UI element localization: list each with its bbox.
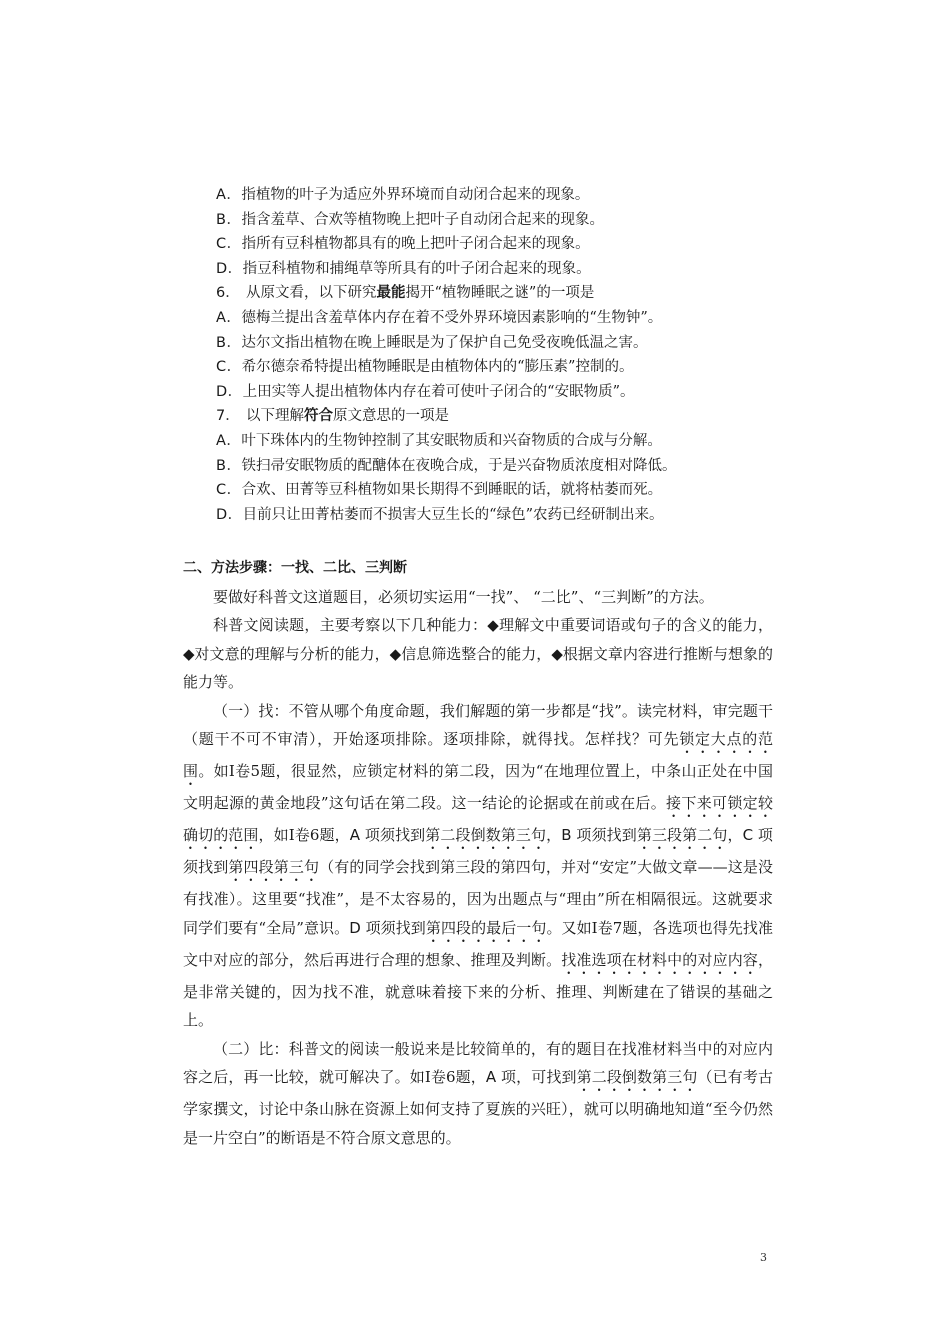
- text-run: 。又如Ⅰ卷7题，各选项也得先找准文中对应的部分，然后再进行合理的想象、推理及判断。: [183, 918, 773, 969]
- option-text: 指含羞草、合欢等植物晚上把叶子自动闭合起来的现象。: [241, 211, 604, 228]
- option-text: 叶下珠体内的生物钟控制了其安眠物质和兴奋物质的合成与分解。: [241, 432, 662, 449]
- q5-option-c: [216, 232, 776, 257]
- stem-emphasis: 符合: [304, 408, 333, 425]
- stem-text: 从原文看，以下研究: [246, 285, 377, 302]
- option-letter: B．: [216, 334, 242, 351]
- option-letter: C．: [216, 482, 242, 499]
- text-run: 。如Ⅰ卷5题，很显然，应锁定材料的第二段，因为“在地理位置上，中条山正处在中国文明起源的黄金地段”这句话在第二段。这一结论的论据或在前或在后。: [183, 762, 773, 812]
- emphasis-dotted: 第四段的最后一句: [425, 918, 547, 937]
- text-run: ，是非常关键的，因为找不准，就意味着接下来的分析、推理、判断建在了错误的基础之上。: [183, 950, 773, 1029]
- option-letter: C．: [216, 359, 242, 376]
- option-text: 目前只让田菁枯萎而不损害大豆生长的“绿色”农药已经研制出来。: [242, 506, 664, 523]
- text-run: （有的同学会找到第三段的第四句，并对“安定”大做文章——这是没有找准）。这里要“找准”，是不太容易的，因为出题点与“理由”所在相隔很远。这就要求同学们要有“全局”意识。: [183, 858, 773, 937]
- q5-option-b: [216, 208, 776, 233]
- text-run: （已有考古学家撰文，讨论中条山脉在资源上如何支持了夏族的兴旺），就可以明确地知道“至今仍然是一片空白”的断语是不符合原文意思的。: [183, 1068, 773, 1147]
- q6-option-b: [216, 331, 776, 356]
- paragraph-find: [183, 697, 773, 1035]
- stem-text: 揭开“植物睡眠之谜”的一项是: [405, 285, 595, 302]
- text-run: ，: [727, 826, 743, 844]
- q6-option-d: [216, 380, 776, 405]
- q7-option-d: [216, 503, 776, 528]
- emphasis-dotted: 第三段第二句: [636, 826, 728, 844]
- option-letter: A: [485, 1068, 497, 1086]
- stem-text: 以下理解: [246, 408, 304, 425]
- page-number: 3: [760, 1251, 767, 1264]
- option-letter: B．: [216, 457, 242, 474]
- option-letter: A．: [216, 187, 242, 203]
- stem-emphasis: 最能: [376, 285, 406, 302]
- question-number: 7．: [216, 408, 240, 425]
- text-run: 项，可找到: [496, 1068, 577, 1086]
- q6-option-c: [216, 355, 776, 380]
- option-letter: D．: [216, 506, 243, 523]
- paragraph-intro: 要做好科普文这道题目，必须切实运用“一找”、 “二比”、“三判断”的方法。: [213, 587, 714, 606]
- option-letter: C: [742, 826, 754, 844]
- paragraph-compare: [183, 1035, 773, 1153]
- question-block: [216, 183, 776, 527]
- option-letter: B．: [216, 211, 242, 228]
- option-text: 合欢、田菁等豆科植物如果长期得不到睡眠的话，就将枯萎而死。: [241, 482, 663, 499]
- option-text: 希尔德奈希特提出植物睡眠是由植物体内的“膨压素”控制的。: [241, 359, 634, 376]
- option-text: 指豆科植物和捕绳草等所具有的叶子闭合起来的现象。: [242, 260, 591, 277]
- emphasis-dotted: 第二段倒数第三句: [425, 826, 547, 844]
- text-run: （一）找：不管从哪个角度命题，我们解题的第一步都是“找”。读完材料，审完题干（题干不可不审清），开始逐项排除。逐项排除，就得找。怎样找？可先: [183, 701, 773, 748]
- option-text: 指植物的叶子为适应外界环境而自动闭合起来的现象。: [241, 187, 590, 203]
- text-run: ，: [546, 826, 562, 844]
- option-letter: D．: [216, 383, 243, 400]
- option-letter: B: [561, 826, 572, 844]
- emphasis-dotted: 第二段倒数第三句: [576, 1068, 698, 1086]
- q7-stem: [216, 404, 776, 429]
- option-letter: A．: [216, 432, 242, 449]
- q7-option-b: [216, 454, 776, 479]
- text-run: ，如Ⅰ卷6题，: [258, 826, 350, 844]
- text-run: 项须找到: [183, 826, 773, 876]
- emphasis-dotted: 找准选项在材料中的对应内容: [561, 950, 758, 969]
- option-letter: A: [349, 826, 360, 844]
- q5-option-d: [216, 257, 776, 282]
- emphasis-dotted: 第四段第三句: [228, 858, 320, 876]
- option-text: 德梅兰提出含羞草体内存在着不受外界环境因素影响的“生物钟”。: [241, 309, 663, 326]
- emphasis-dotted: 接下来可锁定较确切的范围: [183, 794, 773, 844]
- option-text: 上田实等人提出植物体内存在着可使叶子闭合的“安眠物质”。: [242, 383, 635, 400]
- text-run: 项须找到: [360, 918, 426, 937]
- option-text: 达尔文指出植物在晚上睡眠是为了保护自己免受夜晚低温之害。: [241, 334, 648, 351]
- option-letter: D: [349, 918, 361, 937]
- q7-option-a: [216, 429, 776, 454]
- option-text: 铁扫帚安眠物质的配醣体在夜晚合成，于是兴奋物质浓度相对降低。: [241, 457, 677, 474]
- option-text: 指所有豆科植物都具有的晚上把叶子闭合起来的现象。: [241, 236, 590, 253]
- option-letter: C．: [216, 236, 242, 253]
- option-letter: D．: [216, 260, 243, 277]
- text-run: 项须找到: [571, 826, 637, 844]
- q6-option-a: [216, 306, 776, 331]
- stem-text: 原文意思的一项是: [333, 408, 449, 425]
- emphasis-dotted: 锁定大点的范围: [183, 730, 773, 780]
- section-heading: 二、方法步骤：一找、二比、三判断: [183, 560, 407, 576]
- q7-option-c: [216, 478, 776, 503]
- text-run: 项须找到: [360, 826, 426, 844]
- paragraph-abilities: 科普文阅读题，主要考察以下几种能力：◆理解文中重要词语或句子的含义的能力，◆对文意的理解与分析的能力，◆信息筛选整合的能力，◆根据文章内容进行推断与想象的能力等。: [183, 616, 773, 691]
- option-letter: A．: [216, 309, 242, 326]
- q6-stem: [216, 281, 776, 306]
- text-run: （二）比：科普文的阅读一般说来是比较简单的，有的题目在找准材料当中的对应内容之后，再一比较，就可解决了。如Ⅰ卷6题，: [183, 1039, 773, 1086]
- q5-option-a: [216, 183, 776, 208]
- question-number: 6．: [216, 285, 240, 302]
- method-section: [183, 554, 773, 1152]
